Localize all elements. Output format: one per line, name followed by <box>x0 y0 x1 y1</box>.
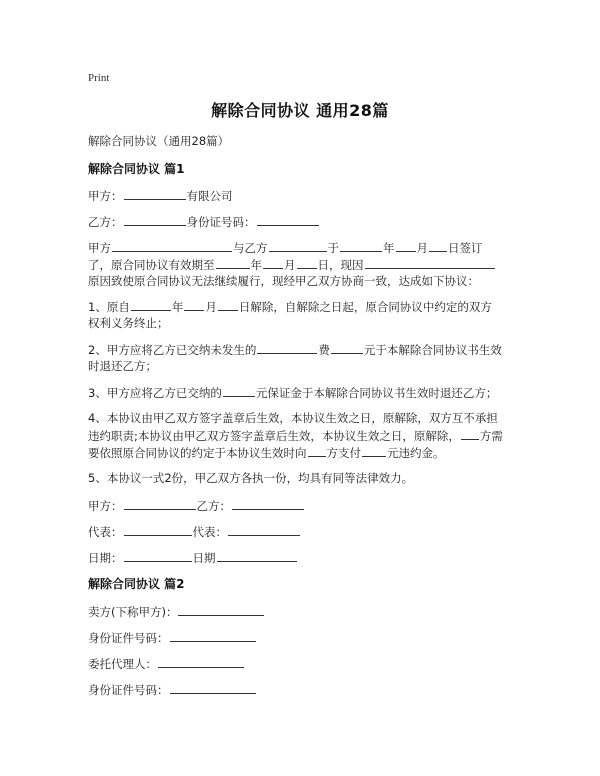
text-fragment: 年 <box>171 300 184 314</box>
text-fragment: 日，现因 <box>317 258 364 272</box>
text-fragment: 4、本协议由甲乙双方签字盖章后生效，本协议生效之日，原解除，双方互不承担 <box>88 411 498 425</box>
blank-field <box>178 603 264 616</box>
document-title: 解除合同协议 通用28篇 <box>211 101 389 120</box>
party-a-label: 甲方： <box>88 189 123 203</box>
rep-label: 代表： <box>88 525 123 539</box>
paragraph-1-line-3 <box>88 273 479 290</box>
document-subtitle: 解除合同协议（通用28篇） <box>88 134 230 148</box>
blank-field <box>217 549 297 562</box>
text-fragment: 违约职责;本协议由甲乙双方签字盖章后生效，本协议生效之日，原解除， <box>88 429 460 443</box>
blank-field <box>124 497 196 510</box>
blank-field <box>461 427 479 440</box>
text-fragment: 日签订 <box>448 241 483 255</box>
item-4-line-1 <box>88 410 498 427</box>
item-2-line-1 <box>88 341 502 359</box>
paragraph-1-line-2 <box>88 256 496 274</box>
text-fragment: 了，原合同协议有效期至 <box>88 258 215 272</box>
text-fragment: 方支付 <box>326 446 361 460</box>
blank-field <box>331 341 363 354</box>
company-suffix: 有限公司 <box>186 189 233 203</box>
blank-field <box>131 298 171 311</box>
paragraph-1-line-1 <box>88 239 483 257</box>
text-fragment: 权利义务终止； <box>88 316 169 330</box>
party-a-line <box>88 187 233 205</box>
blank-field <box>218 298 238 311</box>
text-fragment: 2、甲方应将乙方已交纳未发生的 <box>88 343 257 357</box>
text-fragment: 元违约金。 <box>387 446 445 460</box>
blank-field <box>269 239 327 252</box>
section-heading-2: 解除合同协议 篇2 <box>88 577 185 591</box>
text-fragment: 1、原自 <box>88 300 130 314</box>
blank-field <box>257 341 317 354</box>
agent-line <box>88 655 245 673</box>
blank-field <box>223 384 255 397</box>
id-number-label: 身份证号码： <box>186 215 256 229</box>
blank-field <box>228 523 300 536</box>
text-fragment: 与乙方 <box>233 241 268 255</box>
blank-field <box>124 187 186 200</box>
item-4-line-2 <box>88 427 503 445</box>
blank-field <box>396 239 416 252</box>
party-b-sign-label: 乙方： <box>196 499 231 513</box>
id-label: 身份证件号码： <box>88 683 169 697</box>
signature-line <box>88 497 305 515</box>
blank-field <box>124 523 192 536</box>
item-1-line-2 <box>88 315 169 332</box>
text-fragment: 元于本解除合同协议书生效 <box>363 343 502 357</box>
id-line-1 <box>88 629 257 647</box>
blank-field <box>170 681 256 694</box>
date-line <box>88 549 298 567</box>
text-fragment: 时退还乙方； <box>88 359 157 373</box>
text-fragment: 月 <box>205 300 217 314</box>
blank-field <box>365 256 495 269</box>
text-fragment: 于 <box>327 241 339 255</box>
blank-field <box>257 213 319 226</box>
text-fragment: 月 <box>416 241 428 255</box>
text-fragment: 原因致使原合同协议无法继续履行，现经甲乙双方协商一致，达成如下协议： <box>88 274 479 288</box>
agent-label: 委托代理人： <box>88 657 157 671</box>
id-line-2 <box>88 681 257 699</box>
date-label: 日期 <box>192 551 216 565</box>
blank-field <box>429 239 447 252</box>
blank-field <box>297 256 317 269</box>
blank-field <box>340 239 382 252</box>
text-fragment: 甲方 <box>88 241 111 255</box>
print-link[interactable]: Print <box>88 72 110 84</box>
section-heading-1: 解除合同协议 篇1 <box>88 162 185 176</box>
item-1-line-1 <box>88 298 492 316</box>
blank-field <box>362 444 386 457</box>
blank-field <box>124 549 192 562</box>
blank-field <box>124 213 186 226</box>
item-5 <box>88 470 413 487</box>
text-fragment: 月 <box>284 258 296 272</box>
seller-line <box>88 603 265 621</box>
party-b-line <box>88 213 320 231</box>
blank-field <box>170 629 256 642</box>
party-a-sign-label: 甲方： <box>88 499 123 513</box>
blank-field <box>158 655 244 668</box>
party-b-label: 乙方： <box>88 215 123 229</box>
blank-field <box>232 497 304 510</box>
text-fragment: 要依照原合同协议的约定于本协议生效时向 <box>88 446 307 460</box>
text-fragment: 3、甲方应将乙方已交纳的 <box>88 386 222 400</box>
rep-label: 代表： <box>192 525 227 539</box>
text-fragment: 元保证金于本解除合同协议书生效时退还乙方； <box>255 386 498 400</box>
item-3 <box>88 384 497 402</box>
id-label: 身份证件号码： <box>88 631 169 645</box>
text-fragment: 年 <box>383 241 395 255</box>
representative-line <box>88 523 301 541</box>
blank-field <box>308 444 326 457</box>
text-fragment: 日解除，自解除之日起，原合同协议中约定的双方 <box>238 300 492 314</box>
text-fragment: 5、本协议一式2份，甲乙双方各执一份，均具有同等法律效力。 <box>88 471 414 485</box>
text-fragment: 费 <box>318 343 330 357</box>
item-4-line-3 <box>88 444 445 462</box>
blank-field <box>184 298 204 311</box>
blank-field <box>216 256 250 269</box>
seller-label: 卖方(下称甲方)： <box>88 605 178 619</box>
text-fragment: 年 <box>250 258 262 272</box>
date-label: 日期： <box>88 551 123 565</box>
blank-field <box>263 256 283 269</box>
text-fragment: 方需 <box>479 429 503 443</box>
blank-field <box>112 239 232 252</box>
item-2-line-2 <box>88 358 157 375</box>
